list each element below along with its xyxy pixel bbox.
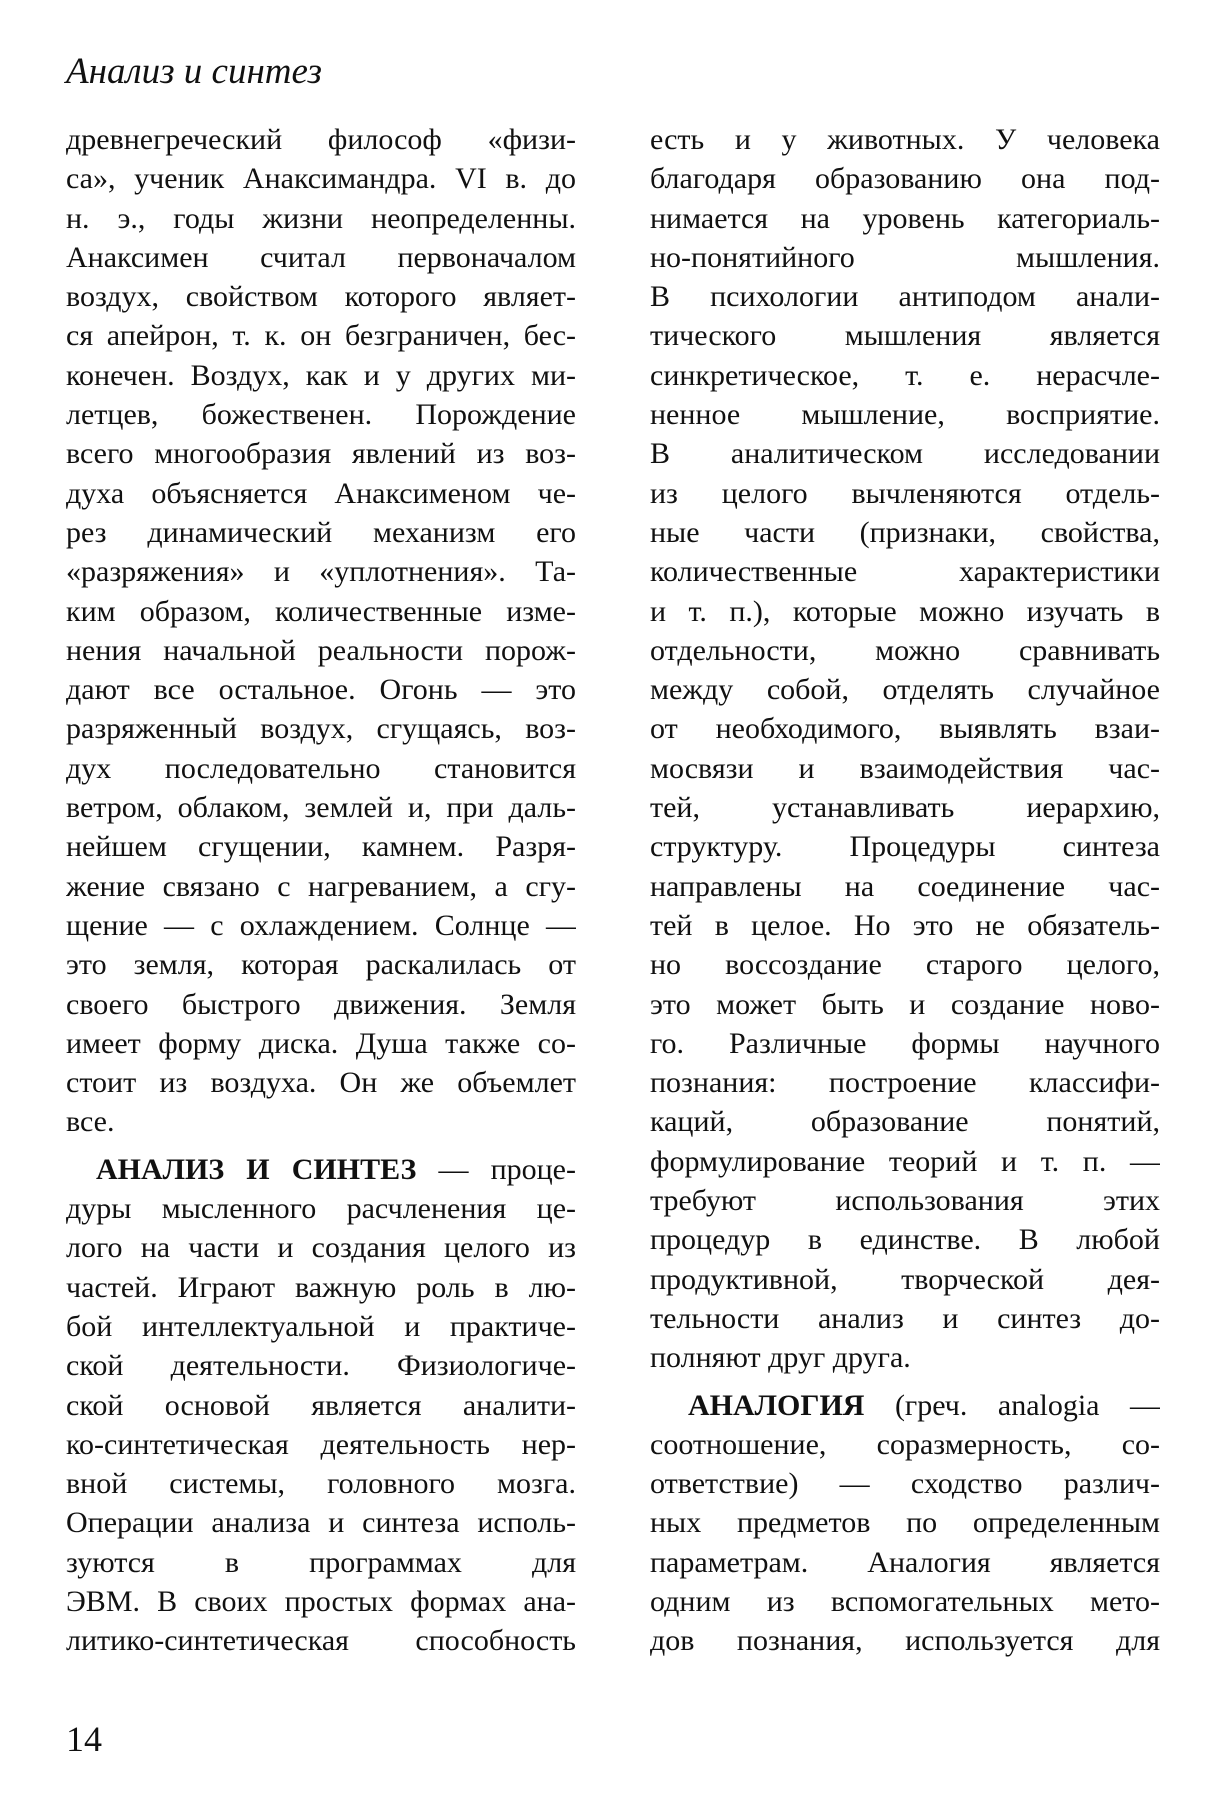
text-line: бой интеллектуальной и практиче- (66, 1309, 576, 1343)
text-line: одним из вспомогательных мето- (650, 1584, 1160, 1618)
entry-term-analogy: АНАЛОГИЯ (688, 1388, 865, 1422)
text-line: щение — с охлаждением. Солнце — (66, 908, 576, 942)
entry-analogy (650, 1386, 1160, 1661)
text-line: разряженный воздух, сгущаясь, воз- (66, 712, 576, 746)
text-line: все. (66, 1105, 115, 1139)
text-line: параметрам. Аналогия является (650, 1545, 1160, 1579)
text-line: воздух, свойством которого являет- (66, 280, 576, 314)
text-line: полняют друг друга. (650, 1341, 911, 1375)
text-line: са», ученик Анаксимандра. VI в. до (66, 162, 576, 196)
text-line: благодаря образованию она под- (650, 162, 1160, 196)
text-line: нения начальной реальности порож- (66, 633, 576, 667)
text-line: из целого вычленяются отдель- (650, 476, 1160, 510)
page-number: 14 (66, 1719, 102, 1759)
left-column (66, 120, 576, 1661)
entry-first-line (66, 1150, 576, 1189)
text-line: дуры мысленного расчленения це- (66, 1192, 576, 1226)
text-line: стоит из воздуха. Он же объемлет (66, 1066, 576, 1100)
text-line: ской основой является аналити- (66, 1388, 576, 1422)
text-line: нейшем сгущении, камнем. Разря- (66, 830, 576, 864)
text-line: ким образом, количественные изме- (66, 594, 576, 628)
text-line: ся апейрон, т. к. он безграничен, бес- (66, 319, 576, 353)
text-line: между собой, отделять случайное (650, 673, 1160, 707)
text-line: и т. п.), которые можно изучать в (650, 594, 1160, 628)
right-column (650, 120, 1160, 1661)
text-line: ко-синтетическая деятельность нер- (66, 1427, 576, 1461)
text-line: жение связано с нагреванием, а сгу- (66, 869, 576, 903)
text-line: но-понятийного мышления. (650, 240, 1160, 274)
text-line: ных предметов по определенным (650, 1506, 1160, 1540)
text-line: количественные характеристики (650, 555, 1160, 589)
text-line: ской деятельности. Физиологиче- (66, 1349, 576, 1383)
text-line: тей в целое. Но это не обязатель- (650, 908, 1160, 942)
text-line: нимается на уровень категориаль- (650, 201, 1160, 235)
text-line: каций, образование понятий, (650, 1105, 1160, 1139)
text-line: тельности анализ и синтез до- (650, 1301, 1160, 1335)
text-line: познания: построение классифи- (650, 1066, 1160, 1100)
text-line: Анаксимен считал первоначалом (66, 240, 576, 274)
paragraph-gap (650, 1378, 1160, 1386)
text-line: древнегреческий философ «физи- (66, 123, 576, 156)
text-line: направлены на соединение час- (650, 869, 1160, 903)
text-line: ветром, облаком, землей и, при даль- (66, 791, 576, 825)
text-line: литико-синтетическая способность (66, 1624, 576, 1658)
text-line: отдельности, можно сравнивать (650, 633, 1160, 667)
text-line: продуктивной, творческой дея- (650, 1262, 1160, 1296)
text-line: своего быстрого движения. Земля (66, 987, 576, 1021)
entry-first-line-text: — проце- (416, 1152, 576, 1186)
text-line: духа объясняется Анаксименом че- (66, 476, 576, 510)
paragraph-analysis-synthesis-continued (650, 120, 1160, 1378)
entry-analysis-and-synthesis (66, 1150, 576, 1661)
text-line: рез динамический механизм его (66, 515, 576, 549)
text-line: дов познания, используется для (650, 1624, 1160, 1658)
text-line: дух последовательно становится (66, 751, 576, 785)
text-line: соотношение, соразмерность, со- (650, 1427, 1160, 1461)
text-line: мосвязи и взаимодействия час- (650, 751, 1160, 785)
text-line: Операции анализа и синтеза исполь- (66, 1506, 576, 1540)
text-line: го. Различные формы научного (650, 1026, 1160, 1060)
text-line: дают все остальное. Огонь — это (66, 673, 576, 707)
text-line: от необходимого, выявлять взаи- (650, 712, 1160, 746)
paragraph-anaximenes-continued (66, 120, 576, 1142)
text-line: вной системы, головного мозга. (66, 1467, 576, 1501)
text-line: имеет форму диска. Душа также со- (66, 1026, 576, 1060)
text-line: это может быть и создание ново- (650, 987, 1160, 1021)
text-line: лого на части и создания целого из (66, 1231, 576, 1265)
text-line: требуют использования этих (650, 1184, 1160, 1218)
entry-term-analysis-synthesis: АНАЛИЗ И СИНТЕЗ (96, 1152, 417, 1186)
text-line: ненное мышление, восприятие. (650, 398, 1160, 432)
text-line: конечен. Воздух, как и у других ми- (66, 358, 576, 392)
text-line: зуются в программах для (66, 1545, 576, 1579)
text-line: «разряжения» и «уплотнения». Та- (66, 555, 576, 589)
text-line: н. э., годы жизни неопределенны. (66, 201, 576, 235)
running-title: Анализ и синтез (66, 51, 322, 92)
paragraph-gap (66, 1142, 576, 1150)
text-line: всего многообразия явлений из воз- (66, 437, 576, 471)
text-line: тического мышления является (650, 319, 1160, 353)
text-line: синкретическое, т. е. нерасчле- (650, 358, 1160, 392)
text-line: ные части (признаки, свойства, (650, 515, 1160, 549)
text-line: формулирование теорий и т. п. — (650, 1144, 1160, 1178)
text-line: структуру. Процедуры синтеза (650, 830, 1160, 864)
text-line: процедур в единстве. В любой (650, 1223, 1160, 1257)
text-line: ЭВМ. В своих простых формах ана- (66, 1584, 576, 1618)
entry-first-line-text: (греч. analogia — (864, 1388, 1160, 1422)
text-line: ответствие) — сходство различ- (650, 1467, 1160, 1501)
text-line: но воссоздание старого целого, (650, 948, 1160, 982)
text-line: частей. Играют важную роль в лю- (66, 1270, 576, 1304)
text-line: летцев, божественен. Порождение (66, 398, 576, 432)
text-line: есть и у животных. У человека (650, 123, 1160, 156)
text-line: тей, устанавливать иерархию, (650, 791, 1160, 825)
text-line: это земля, которая раскалилась от (66, 948, 576, 982)
entry-first-line (650, 1386, 1160, 1425)
text-line: В аналитическом исследовании (650, 437, 1160, 471)
text-line: В психологии антиподом анали- (650, 280, 1160, 314)
